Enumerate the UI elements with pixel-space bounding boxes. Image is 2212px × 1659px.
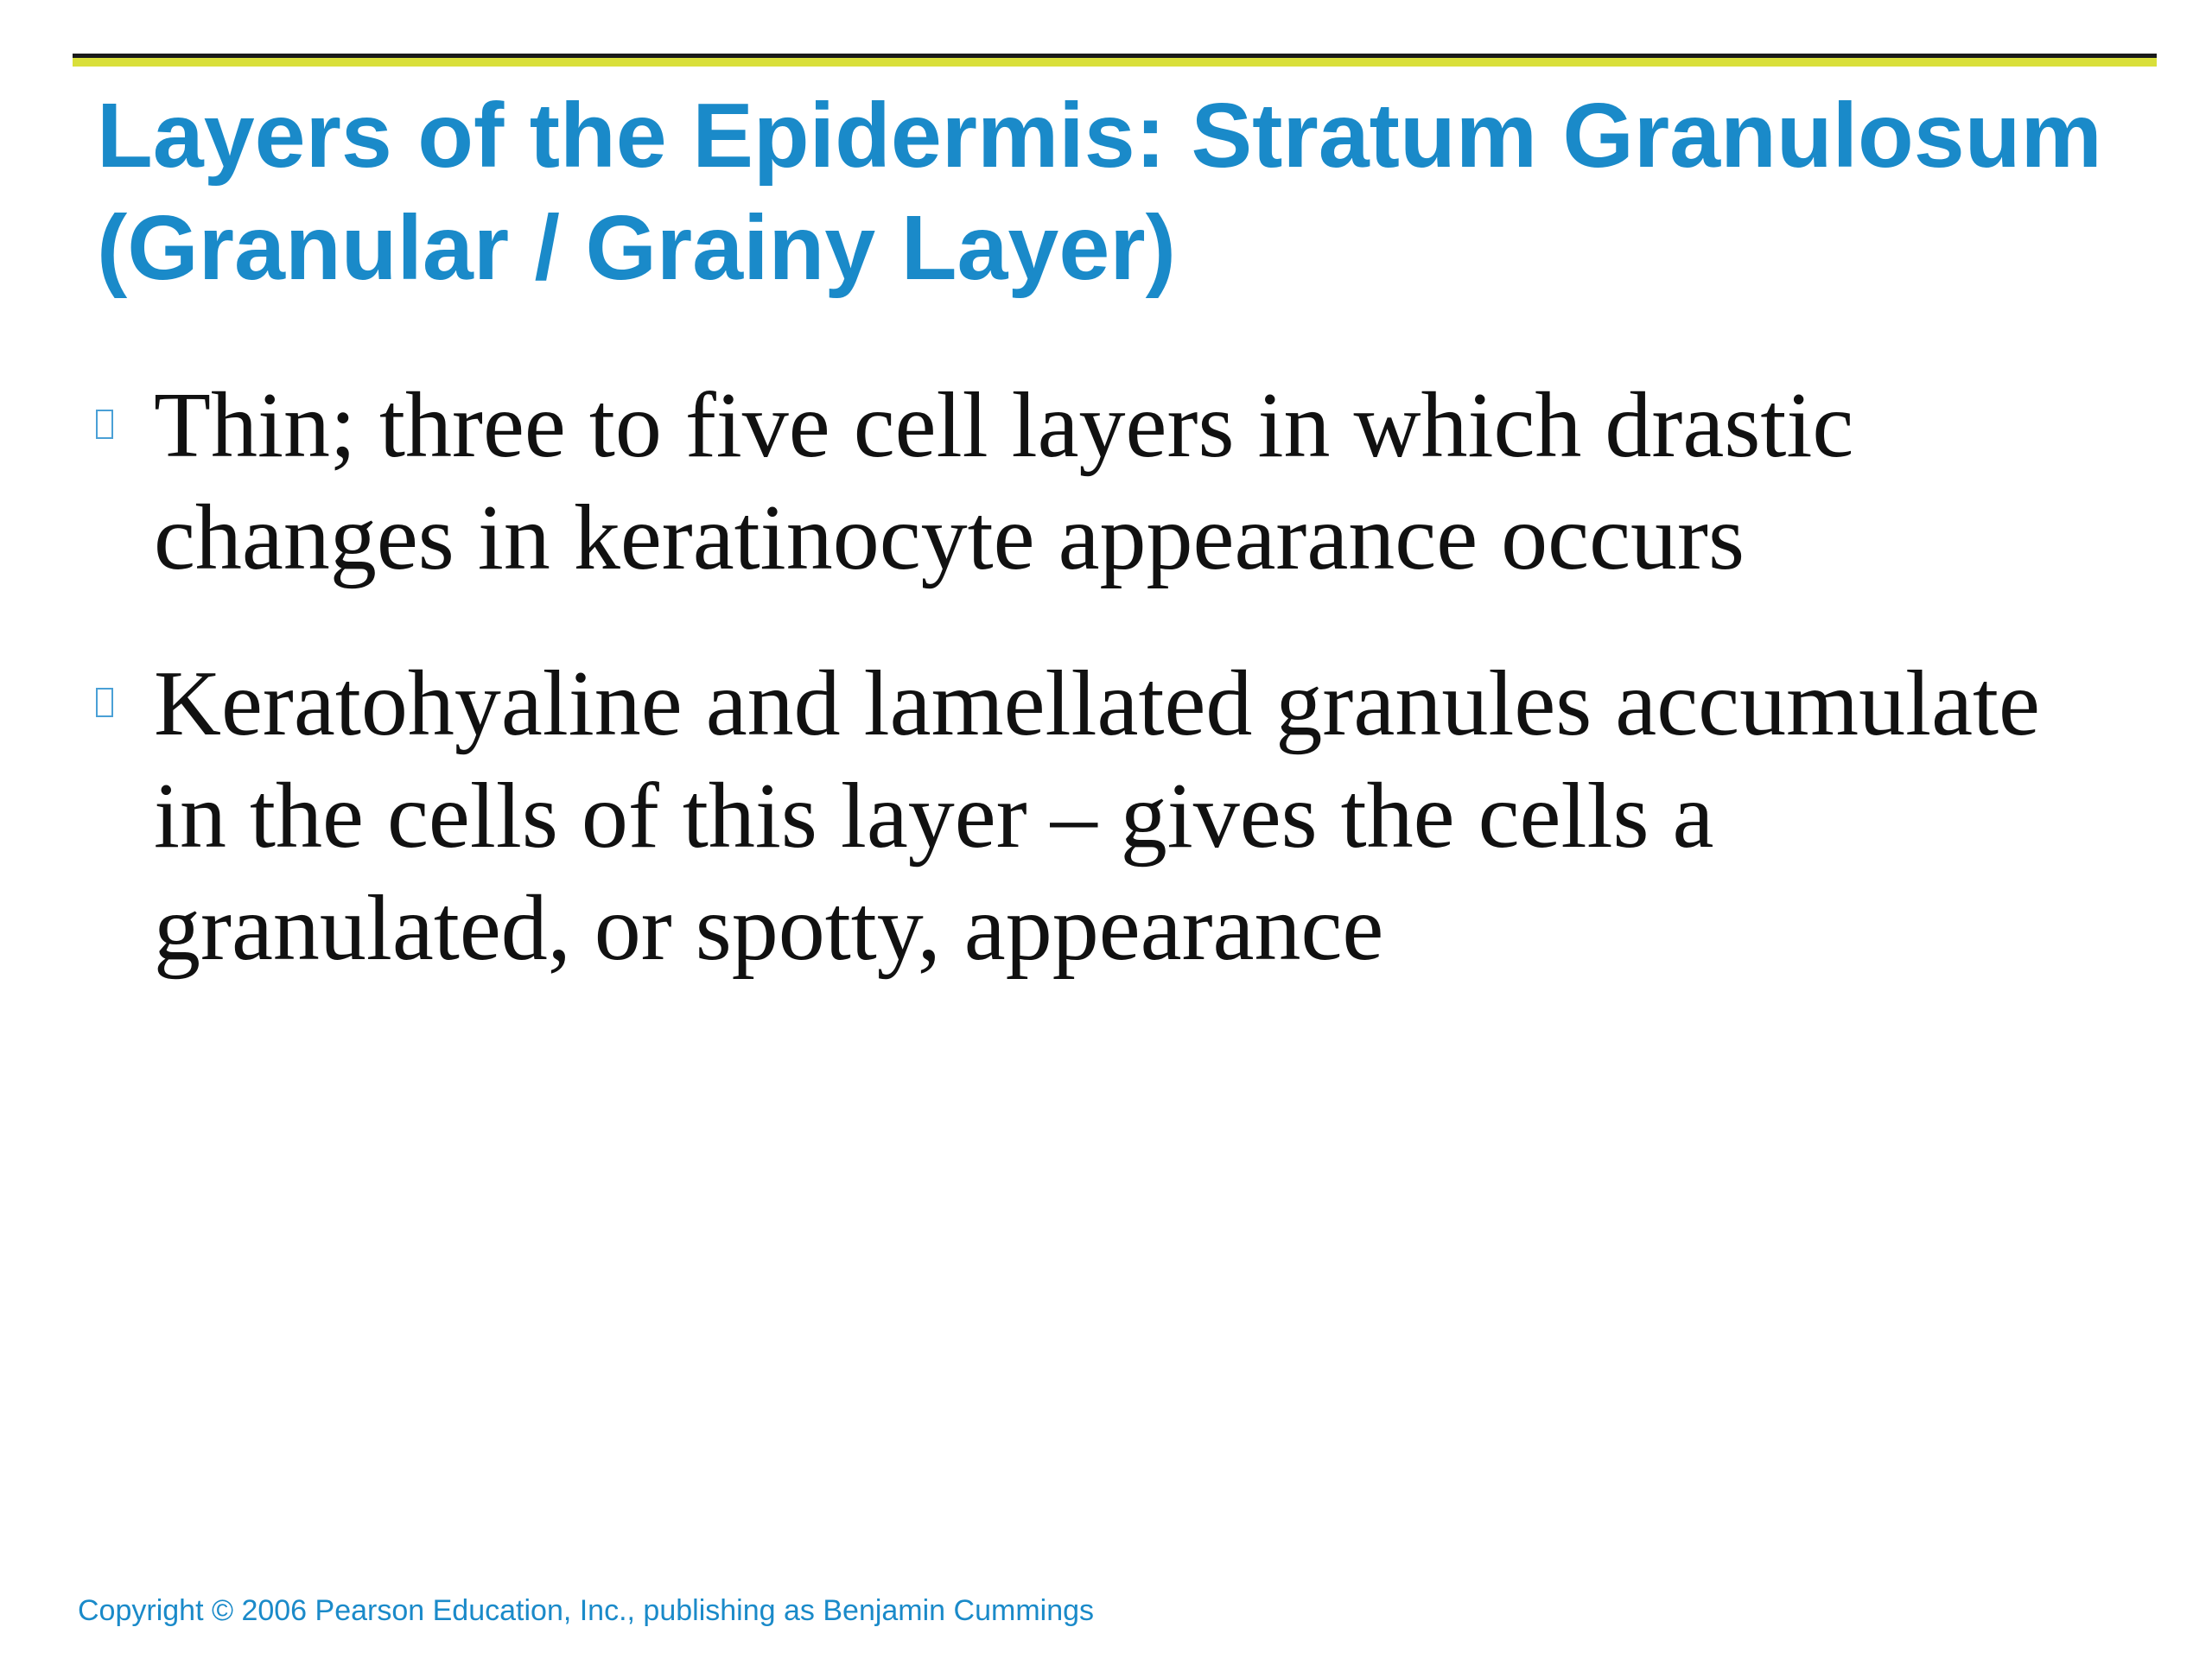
slide-title (97, 79, 2171, 304)
header-rule-accent (73, 58, 2157, 67)
bullet-text (154, 648, 2079, 985)
bullet-line: granulated, or spotty, appearance (154, 877, 1384, 980)
square-bullet-icon (96, 688, 113, 717)
copyright-footer: Copyright © 2006 Pearson Education, Inc., publishing as Benjamin Cummings (78, 1594, 1095, 1627)
bullet-line: Keratohyaline and lamellated granules accumulate (154, 652, 2040, 755)
bullet-line: in the cells of this layer – gives the cells a (154, 765, 1714, 868)
bullet-line: changes in keratinocyte appearance occurs (154, 486, 1745, 589)
bullet-text (154, 370, 2079, 594)
bullet-line: Thin; three to five cell layers in which drastic (154, 374, 1854, 477)
square-bullet-icon (96, 410, 113, 439)
bullet-list (92, 370, 2079, 1039)
bullet-item (92, 648, 2079, 985)
bullet-item (92, 370, 2079, 594)
slide-title-line: (Granular / Grainy Layer) (97, 197, 1176, 299)
slide-title-line: Layers of the Epidermis: Stratum Granulosum (97, 85, 2102, 187)
